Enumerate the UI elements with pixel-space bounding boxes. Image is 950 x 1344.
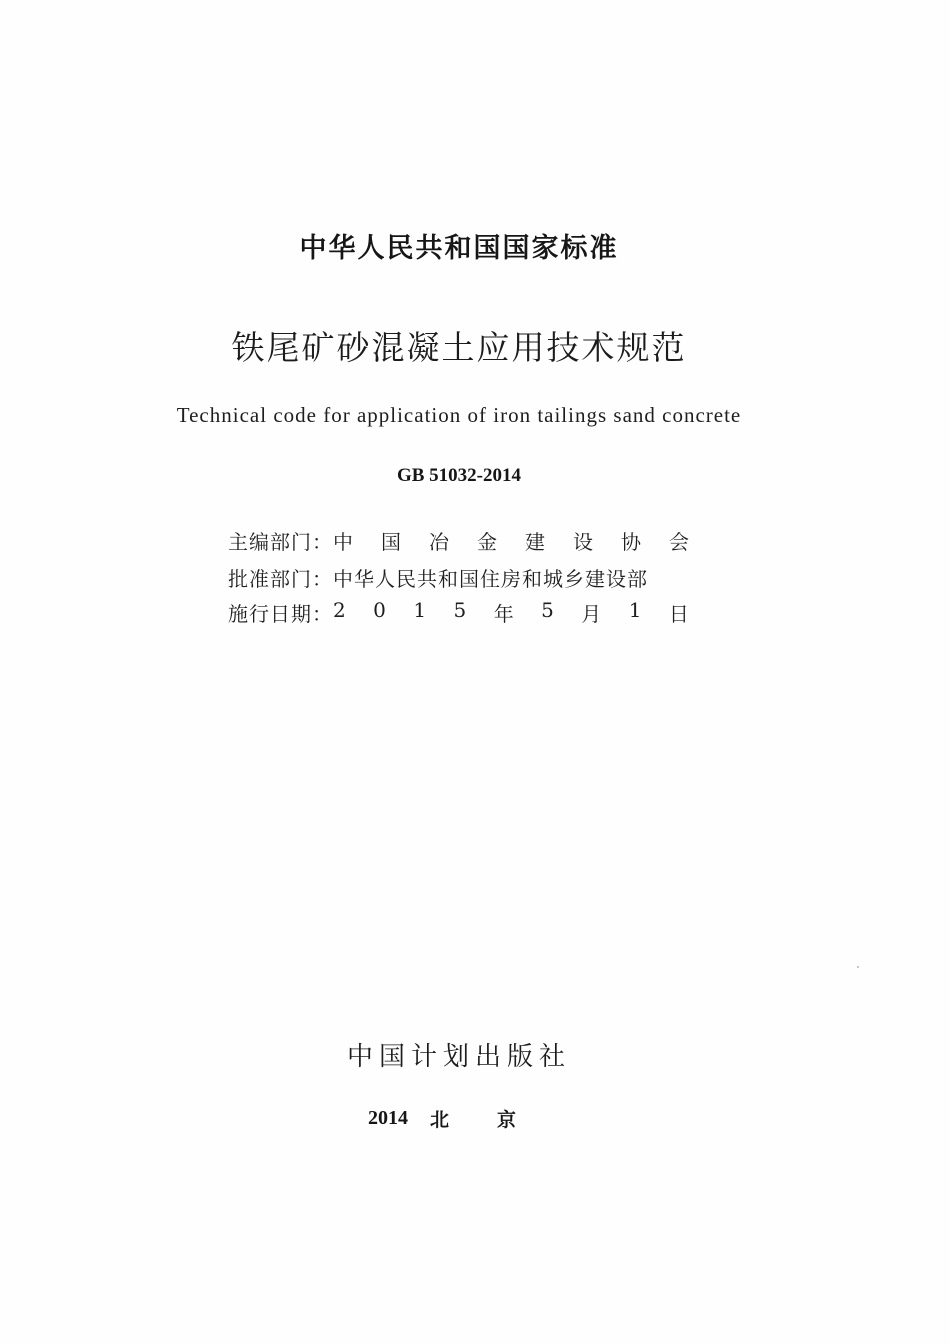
approver-label: 批准部门： — [228, 566, 333, 591]
effective-date-row — [228, 597, 698, 627]
effective-date-char: 0 — [373, 597, 387, 622]
editor-char: 会 — [669, 529, 690, 554]
editor-value — [333, 526, 698, 555]
editor-char: 国 — [381, 529, 402, 554]
approver-value: 中华人民共和国住房和城乡建设部 — [333, 566, 648, 591]
effective-date-char: 2 — [333, 597, 347, 622]
editor-label: 主编部门： — [228, 529, 333, 554]
effective-date-char: 日 — [668, 601, 690, 626]
imprint-line — [368, 1104, 568, 1132]
effective-date-char: 5 — [453, 597, 468, 622]
effective-date-char: 5 — [541, 597, 555, 622]
editor-row — [228, 525, 698, 555]
effective-date-char: 1 — [413, 597, 428, 622]
series-title: 中华人民共和国国家标准 — [299, 233, 619, 264]
effective-date-label: 施行日期： — [228, 601, 333, 626]
effective-date-char: 月 — [581, 601, 603, 626]
editor-char: 金 — [477, 529, 498, 554]
editor-char: 协 — [621, 529, 642, 554]
document-title-cn: 铁尾矿砂混凝土应用技术规范 — [231, 328, 687, 367]
approver-row — [228, 562, 698, 592]
document-title-en: Technical code for application of iron tailings sand concrete — [176, 403, 742, 427]
editor-char: 冶 — [429, 529, 450, 554]
editor-char: 设 — [573, 529, 594, 554]
publisher-name: 中国计划出版社 — [346, 1042, 571, 1072]
editor-char: 中 — [333, 529, 354, 554]
scan-speck — [857, 966, 859, 968]
imprint-year: 2014 — [368, 1106, 408, 1129]
editor-char: 建 — [525, 529, 546, 554]
effective-date-char: 年 — [493, 601, 515, 626]
effective-date-value — [333, 598, 698, 627]
effective-date-char: 1 — [628, 597, 643, 622]
standard-number: GB 51032-2014 — [396, 465, 522, 486]
imprint-city: 北京 — [430, 1108, 565, 1131]
